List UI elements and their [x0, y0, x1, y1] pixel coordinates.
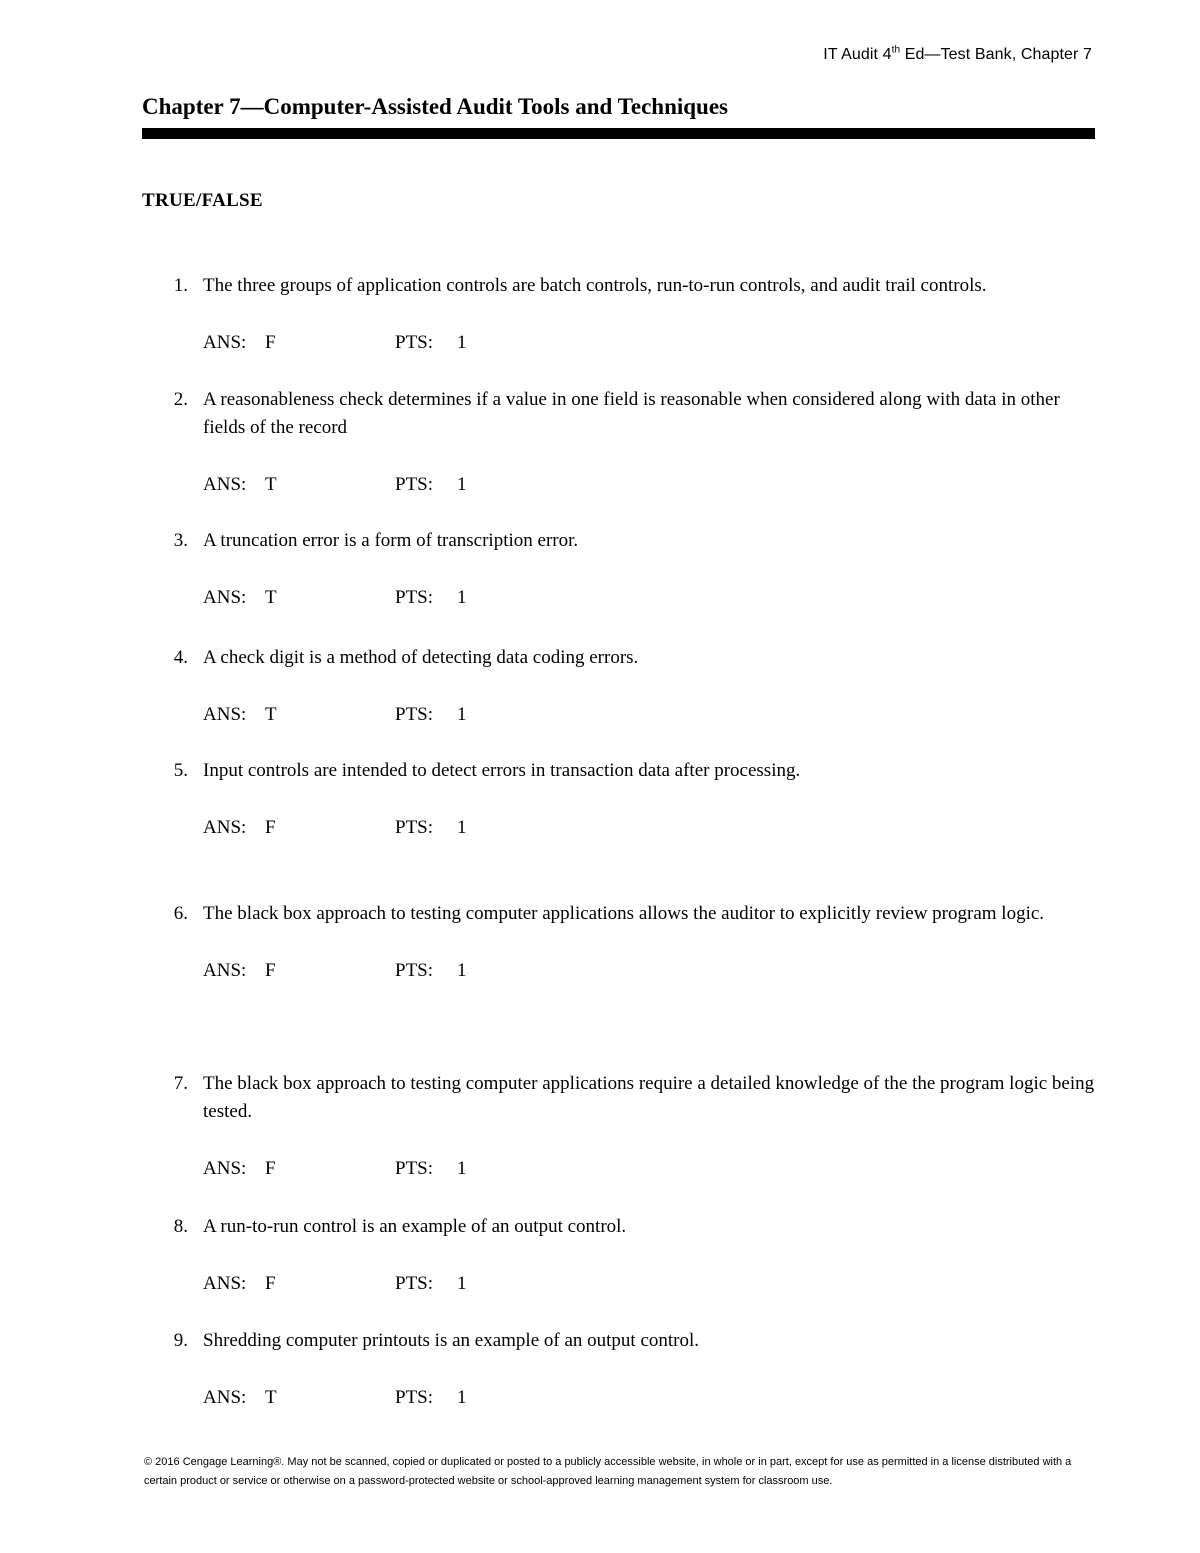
question-item [162, 1327, 1097, 1412]
ans-label: ANS: [203, 704, 247, 725]
question-number: 9. [173, 1330, 188, 1351]
copyright-footer: © 2016 Cengage Learning®. May not be scanned, copied or duplicated or posted to a publicly accessible website, in whole or in part, except for use as permitted in a license distributed with a certain product or service or otherwise on a password-protected website or school-approved learning management system for classroom use. [144, 1456, 1072, 1487]
question-item [162, 527, 1097, 612]
ans-label: ANS: [203, 474, 247, 495]
question-number: 4. [173, 647, 188, 668]
pts-value: 1 [457, 1387, 467, 1408]
question-number: 3. [173, 530, 188, 551]
question-text: A check digit is a method of detecting data coding errors. [203, 647, 639, 668]
question-number: 7. [173, 1073, 188, 1094]
answer-line [203, 329, 1097, 357]
answer-line [203, 1155, 1097, 1183]
running-header-suffix: Ed—Test Bank, Chapter 7 [900, 46, 1092, 63]
pts-label: PTS: [395, 1273, 434, 1294]
question-item [162, 900, 1097, 985]
question-text: Input controls are intended to detect errors in transaction data after processing. [203, 760, 801, 781]
chapter-title: Chapter 7—Computer-Assisted Audit Tools and Techniques [142, 94, 729, 119]
running-header [823, 46, 1092, 64]
question-item [162, 644, 1097, 729]
answer-line [203, 1270, 1097, 1298]
answer-line [203, 1384, 1097, 1412]
pts-value: 1 [457, 474, 467, 495]
question-item [162, 386, 1097, 499]
pts-value: 1 [457, 332, 467, 353]
ans-value: F [265, 817, 276, 838]
ans-value: F [265, 1273, 276, 1294]
ans-value: T [265, 587, 277, 608]
section-heading: TRUE/FALSE [142, 190, 263, 211]
answer-line [203, 814, 1097, 842]
question-text: A reasonableness check determines if a value in one field is reasonable when considered along with data in other fields of the record [203, 389, 1060, 438]
question-text: The black box approach to testing computer applications require a detailed knowledge of the the program logic being tested. [203, 1073, 1095, 1122]
ans-label: ANS: [203, 1387, 247, 1408]
question-text: A run-to-run control is an example of an output control. [203, 1216, 627, 1237]
pts-value: 1 [457, 704, 467, 725]
answer-line [203, 584, 1097, 612]
answer-line [203, 471, 1097, 499]
question-number: 2. [173, 389, 188, 410]
running-header-superscript: th [891, 44, 901, 56]
ans-label: ANS: [203, 587, 247, 608]
pts-label: PTS: [395, 587, 434, 608]
question-number: 1. [173, 275, 188, 296]
ans-label: ANS: [203, 817, 247, 838]
ans-value: T [265, 474, 277, 495]
question-text: A truncation error is a form of transcription error. [203, 530, 579, 551]
question-text: The three groups of application controls are batch controls, run-to-run controls, and audit trail controls. [203, 275, 987, 296]
pts-label: PTS: [395, 332, 434, 353]
ans-value: T [265, 704, 277, 725]
ans-label: ANS: [203, 1158, 247, 1179]
question-item [162, 272, 1097, 357]
question-item [162, 757, 1097, 842]
pts-value: 1 [457, 960, 467, 981]
pts-value: 1 [457, 817, 467, 838]
question-text: Shredding computer printouts is an example of an output control. [203, 1330, 700, 1351]
title-rule [142, 128, 1095, 139]
ans-value: F [265, 1158, 276, 1179]
question-number: 8. [173, 1216, 188, 1237]
question-number: 6. [173, 903, 188, 924]
pts-value: 1 [457, 1273, 467, 1294]
ans-value: T [265, 1387, 277, 1408]
answer-line [203, 957, 1097, 985]
answer-line [203, 701, 1097, 729]
ans-value: F [265, 960, 276, 981]
pts-label: PTS: [395, 1158, 434, 1179]
question-item [162, 1213, 1097, 1298]
pts-value: 1 [457, 1158, 467, 1179]
pts-label: PTS: [395, 474, 434, 495]
question-text: The black box approach to testing computer applications allows the auditor to explicitly review program logic. [203, 903, 1045, 924]
pts-label: PTS: [395, 704, 434, 725]
pts-label: PTS: [395, 960, 434, 981]
ans-label: ANS: [203, 1273, 247, 1294]
pts-label: PTS: [395, 1387, 434, 1408]
running-header-prefix: IT Audit 4 [823, 46, 892, 63]
question-number: 5. [173, 760, 188, 781]
ans-label: ANS: [203, 332, 247, 353]
question-item [162, 1070, 1097, 1183]
ans-label: ANS: [203, 960, 247, 981]
ans-value: F [265, 332, 276, 353]
pts-value: 1 [457, 587, 467, 608]
pts-label: PTS: [395, 817, 434, 838]
